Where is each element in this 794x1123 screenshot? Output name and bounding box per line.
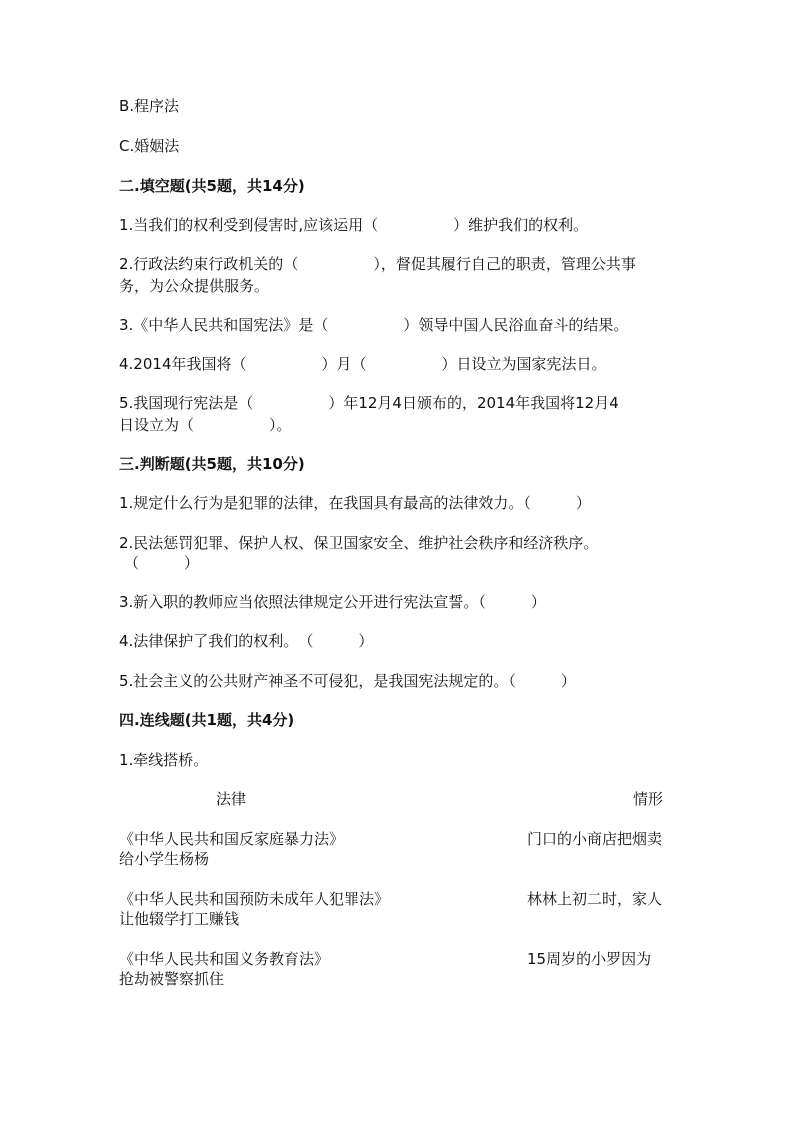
matching-law-2: 《中华人民共和国预防未成年人犯罪法》 bbox=[119, 890, 390, 908]
true-false-question-2-line-2: （ ） bbox=[124, 554, 200, 572]
true-false-question-2-line-1: 2.民法惩罚犯罪、保护人权、保卫国家安全、维护社会秩序和经济秩序。 bbox=[119, 534, 599, 552]
true-false-question-5: 5.社会主义的公共财产神圣不可侵犯，是我国宪法规定的。（ ） bbox=[119, 672, 576, 690]
matching-law-1: 《中华人民共和国反家庭暴力法》 bbox=[119, 830, 345, 848]
fill-blank-question-1: 1.当我们的权利受到侵害时,应该运用（ ）维护我们的权利。 bbox=[119, 216, 589, 234]
fill-blank-question-2-line-1: 2.行政法约束行政机关的（ ），督促其履行自己的职责，管理公共事 bbox=[119, 255, 636, 273]
matching-law-3: 《中华人民共和国义务教育法》 bbox=[119, 950, 330, 968]
section-heading-matching: 四.连线题(共1题，共4分) bbox=[119, 711, 295, 729]
section-heading-fill-blank: 二.填空题(共5题，共14分) bbox=[119, 177, 305, 195]
fill-blank-question-3: 3.《中华人民共和国宪法》是（ ）领导中国人民浴血奋斗的结果。 bbox=[119, 316, 629, 334]
matching-question-1: 1.牵线搭桥。 bbox=[119, 751, 209, 769]
matching-situation-1-continuation: 给小学生杨杨 bbox=[119, 850, 210, 868]
matching-situation-3-continuation: 抢劫被警察抓住 bbox=[119, 970, 225, 988]
fill-blank-question-5-line-1: 5.我国现行宪法是（ ）年12月4日颁布的，2014年我国将12月4 bbox=[119, 394, 619, 412]
section-heading-true-false: 三.判断题(共5题，共10分) bbox=[119, 455, 305, 473]
matching-situation-1: 门口的小商店把烟卖 bbox=[527, 830, 663, 848]
matching-situation-3: 15周岁的小罗因为 bbox=[527, 950, 652, 968]
true-false-question-4: 4.法律保护了我们的权利。 （ ） bbox=[119, 632, 374, 650]
true-false-question-1: 1.规定什么行为是犯罪的法律，在我国具有最高的法律效力。（ ） bbox=[119, 494, 591, 512]
column-header-situation: 情形 bbox=[633, 790, 664, 808]
matching-situation-2: 林林上初二时，家人 bbox=[527, 890, 663, 908]
fill-blank-question-4: 4.2014年我国将（ ）月（ ）日设立为国家宪法日。 bbox=[119, 355, 607, 373]
option-b: B.程序法 bbox=[119, 97, 180, 115]
matching-situation-2-continuation: 让他辍学打工赚钱 bbox=[119, 910, 240, 928]
fill-blank-question-2-line-2: 务，为公众提供服务。 bbox=[119, 277, 270, 295]
fill-blank-question-5-line-2: 日设立为（ ）。 bbox=[119, 416, 292, 434]
column-header-law: 法律 bbox=[216, 790, 247, 808]
true-false-question-3: 3.新入职的教师应当依照法律规定公开进行宪法宣誓。（ ） bbox=[119, 593, 546, 611]
option-c: C.婚姻法 bbox=[119, 137, 180, 155]
